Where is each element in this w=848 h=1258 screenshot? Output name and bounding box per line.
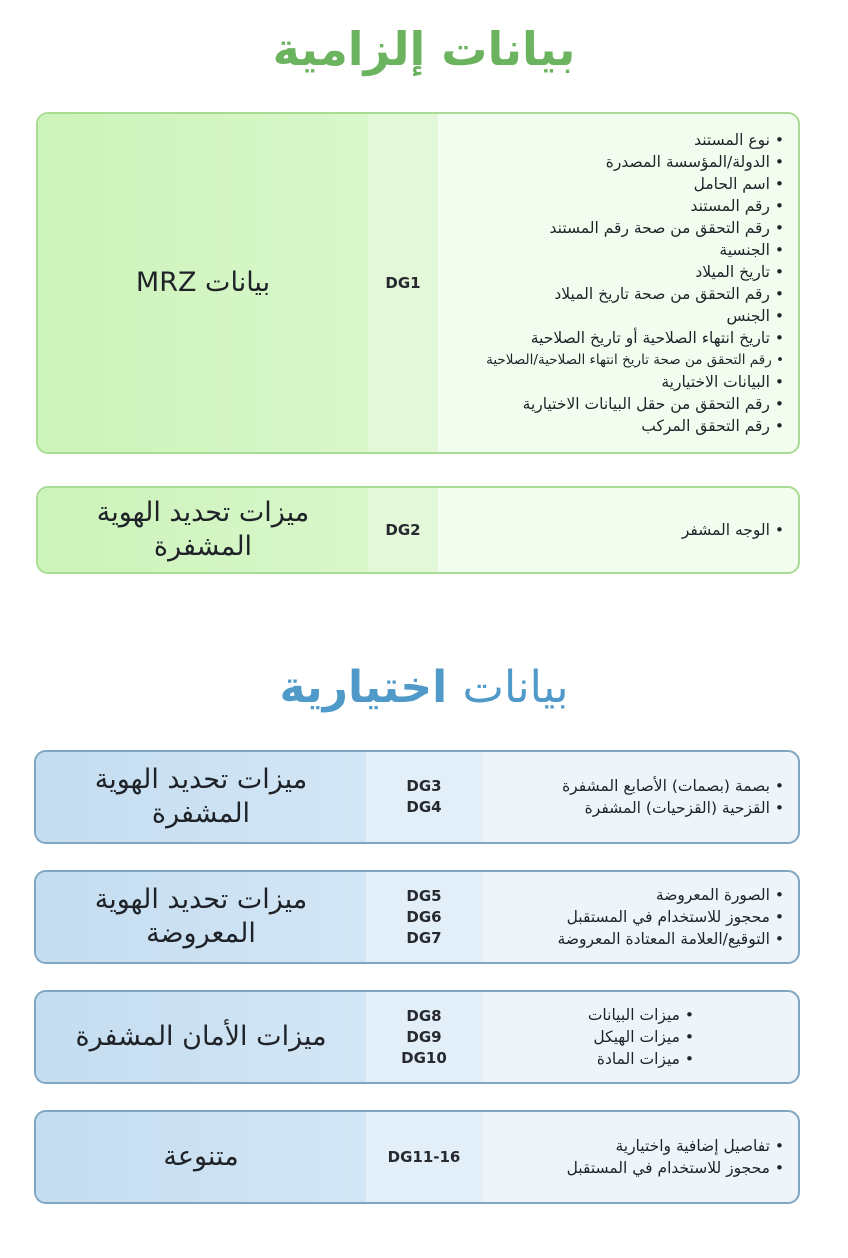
group-name: متنوعة xyxy=(36,1112,366,1202)
dg-code: DG6 xyxy=(406,907,442,926)
list-item: • التوقيع/العلامة المعتادة المعروضة xyxy=(446,928,784,950)
dg-code: DG9 xyxy=(406,1027,442,1046)
dg-code: DG10 xyxy=(401,1048,447,1067)
displayed-identification-card xyxy=(34,870,800,964)
mandatory-data-title: بيانات إلزامية xyxy=(272,22,576,76)
dg-code: DG4 xyxy=(406,798,442,816)
list-item: • تاريخ انتهاء الصلاحية أو تاريخ الصلاحية xyxy=(448,327,784,349)
group-name: ميزات تحديد الهوية المشفرة xyxy=(38,488,368,572)
mrz-data-card xyxy=(36,112,800,454)
dg-code: DG3 xyxy=(406,777,442,795)
list-item: • تاريخ الميلاد xyxy=(448,261,784,283)
list-item: • نوع المستند xyxy=(448,129,784,151)
list-item: • القزحية (القزحيات) المشفرة xyxy=(446,797,784,819)
encoded-face-card xyxy=(36,486,800,574)
group-name: ميزات تحديد الهوية المعروضة xyxy=(36,872,366,962)
group-name: ميزات تحديد الهوية المشفرة xyxy=(36,752,366,842)
optional-data-title xyxy=(0,662,848,713)
group-codes xyxy=(368,114,438,452)
list-item: • محجوز للاستخدام في المستقبل xyxy=(506,1157,784,1179)
miscellaneous-card xyxy=(34,1110,800,1204)
group-name: بيانات MRZ xyxy=(38,114,368,452)
list-item: • بصمة (بصمات) الأصابع المشفرة xyxy=(446,775,784,797)
list-item: • ميزات الهيكل xyxy=(514,1026,694,1048)
list-item: • ميزات البيانات xyxy=(514,1004,694,1026)
list-item: • رقم التحقق من صحة رقم المستند xyxy=(448,217,784,239)
list-item: • البيانات الاختيارية xyxy=(448,371,784,393)
title-part: بيانات xyxy=(462,662,569,713)
list-item: • الصورة المعروضة xyxy=(446,884,784,906)
group-codes xyxy=(366,1112,482,1202)
list-item: • الجنسية xyxy=(448,239,784,261)
list-item: • الوجه المشفر xyxy=(448,519,784,541)
list-item: • تفاصيل إضافية واختيارية xyxy=(506,1135,784,1157)
dg-code: DG7 xyxy=(406,928,442,947)
list-item: • اسم الحامل xyxy=(448,173,784,195)
list-item: • رقم التحقق من صحة تاريخ انتهاء الصلاحية/الصلاحية xyxy=(448,349,784,371)
group-item-list xyxy=(446,872,784,962)
group-item-list xyxy=(506,1112,784,1202)
list-item: • رقم التحقق المركب xyxy=(448,415,784,437)
group-name: ميزات الأمان المشفرة xyxy=(36,992,366,1082)
group-codes xyxy=(368,488,438,572)
group-codes xyxy=(366,992,482,1082)
dg-code: DG8 xyxy=(406,1006,442,1025)
title-part: اختيارية xyxy=(279,662,448,713)
dg-code: DG2 xyxy=(385,520,421,539)
list-item: • الدولة/المؤسسة المصدرة xyxy=(448,151,784,173)
list-item: • ميزات المادة xyxy=(514,1048,694,1070)
dg-code: DG11-16 xyxy=(387,1147,461,1166)
encoded-security-card xyxy=(34,990,800,1084)
list-item: • رقم التحقق من صحة تاريخ الميلاد xyxy=(448,283,784,305)
group-item-list xyxy=(448,488,784,572)
list-item: • رقم المستند xyxy=(448,195,784,217)
list-item: • الجنس xyxy=(448,305,784,327)
list-item: • رقم التحقق من حقل البيانات الاختيارية xyxy=(448,393,784,415)
list-item: • محجوز للاستخدام في المستقبل xyxy=(446,906,784,928)
group-item-list xyxy=(448,114,784,452)
encoded-identification-card xyxy=(34,750,800,844)
dg-code: DG5 xyxy=(406,886,442,905)
group-item-list xyxy=(514,992,694,1082)
group-item-list xyxy=(446,752,784,842)
dg-code: DG1 xyxy=(385,273,421,292)
